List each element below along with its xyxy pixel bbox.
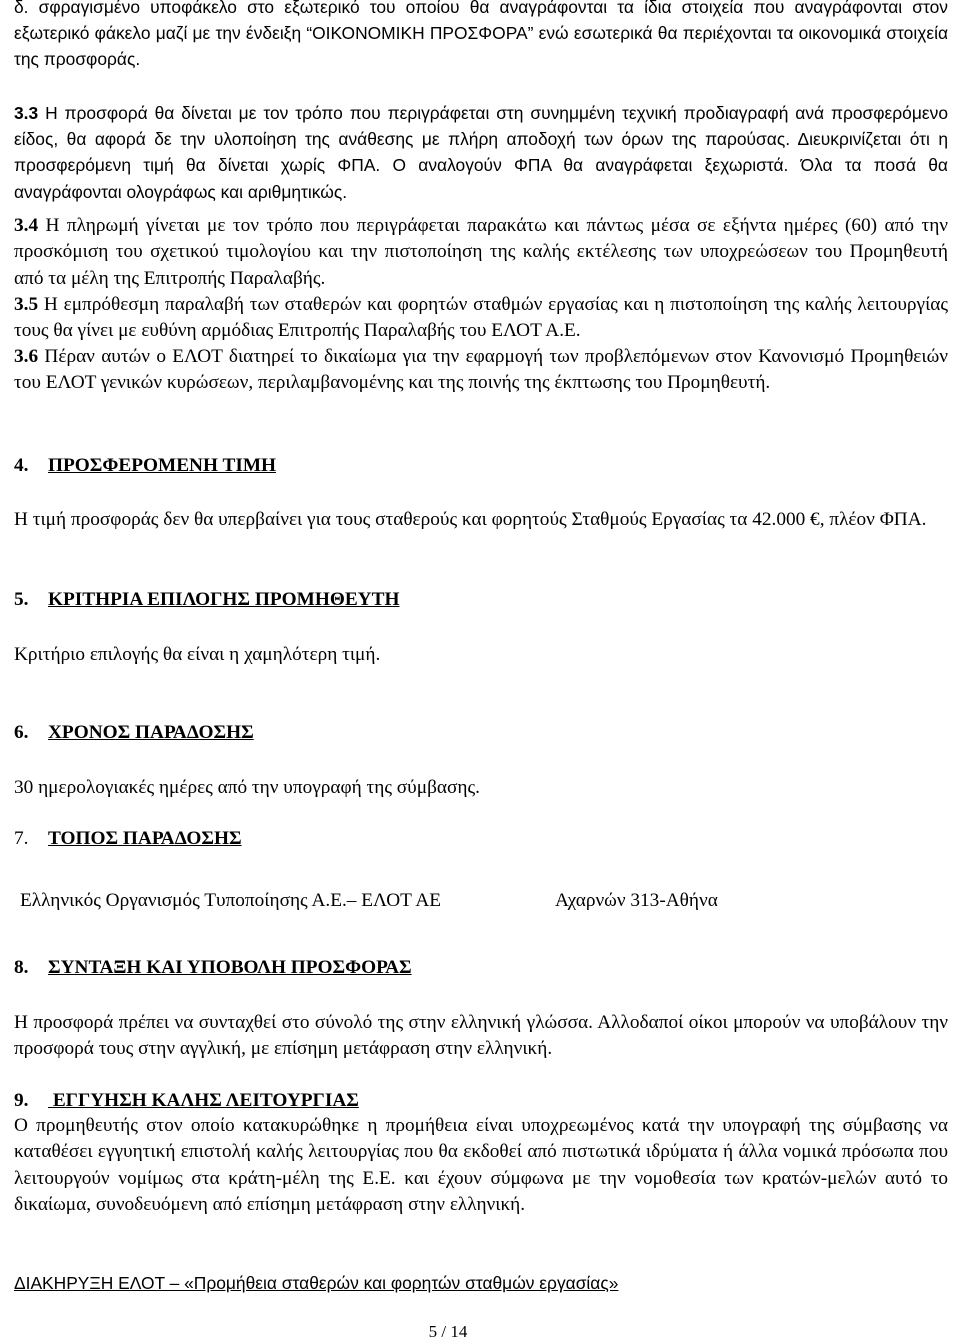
section-8-title: ΣΥΝΤΑΞΗ ΚΑΙ ΥΠΟΒΟΛΗ ΠΡΟΣΦΟΡΑΣ: [48, 957, 412, 978]
section-6-title: ΧΡΟΝΟΣ ΠΑΡΑΔΟΣΗΣ: [48, 722, 254, 743]
section-3-3-text: Η προσφορά θα δίνεται με τον τρόπο που περιγράφεται στη συνημμένη τεχνική προδιαγραφή ανά προσφερόμενο είδος, θα αφορά δε την υλοποίηση της ανάθεσης με πλήρη αποδοχή των όρων της παρούσας. Διευκρινίζεται ότι η προσφερόμενη τιμή θα δίνεται χωρίς ΦΠΑ. Ο αναλογούν ΦΠΑ θα αναγράφεται ξεχωριστά. Όλα τα ποσά θα αναγράφονται ολογράφως και αριθμητικώς.: [14, 103, 948, 202]
section-7-title: ΤΟΠΟΣ ΠΑΡΑΔΟΣΗΣ: [48, 828, 242, 849]
section-9-heading: [14, 1088, 359, 1114]
section-6-number: 6.: [14, 722, 29, 743]
section-3-3-number: 3.3: [14, 103, 39, 123]
intro-paragraph: δ. σφραγισμένο υποφάκελο στο εξωτερικό του οποίου θα αναγράφονται τα ίδια στοιχεία που αναγράφονται στον εξωτερικό φάκελο μαζί με την ένδειξη “ΟΙΚΟΝΟΜΙΚΗ ΠΡΟΣΦΟΡΑ” ενώ εσωτερικά θα περιέχονται τα οικονομικά στοιχεία της προσφοράς.: [14, 0, 948, 70]
footer-document-title: ΔΙΑΚΗΡΥΞΗ ΕΛΟΤ – «Προμήθεια σταθερών και φορητών σταθμών εργασίας»: [14, 1273, 619, 1293]
section-8-heading: [14, 955, 412, 981]
section-3-4-paragraph: [14, 213, 948, 292]
section-4-text: Η τιμή προσφοράς δεν θα υπερβαίνει για τους σταθερούς και φορητούς Σταθμούς Εργασίας τα 42.000 €, πλέον ΦΠΑ.: [14, 509, 927, 530]
section-5-text: Κριτήριο επιλογής θα είναι η χαμηλότερη τιμή.: [14, 644, 381, 665]
section-8-number: 8.: [14, 957, 29, 978]
section-3-6-text: Πέραν αυτών ο ΕΛΟΤ διατηρεί το δικαίωμα για την εφαρμογή των προβλεπόμενων στον Κανονισμό Προμηθειών του ΕΛΟΤ γενικών κυρώσεων, περιλαμβανομένης και της ποινής της έκπτωσης του Προμηθευτή.: [14, 346, 948, 394]
section-8-text: Η προσφορά πρέπει να συνταχθεί στο σύνολό της στην ελληνική γλώσσα. Αλλοδαποί οίκοι μπορούν να υποβάλουν την προσφορά τους στην αγγλική, με επίσημη μετάφραση στην ελληνική.: [14, 1012, 948, 1060]
section-7-number: 7.: [14, 828, 29, 849]
section-9-title: ΕΓΓΥΗΣΗ ΚΑΛΗΣ ΛΕΙΤΟΥΡΓΙΑΣ: [48, 1090, 359, 1111]
section-3-4-number: 3.4: [14, 215, 39, 236]
section-3-6-number: 3.6: [14, 346, 39, 367]
delivery-organization: Ελληνικός Οργανισμός Τυποποίησης Α.Ε.– ΕΛΟΤ ΑΕ: [20, 890, 442, 911]
section-3-5-number: 3.5: [14, 294, 39, 315]
section-3-5-text: Η εμπρόθεσμη παραλαβή των σταθερών και φορητών σταθμών εργασίας και η πιστοποίηση της καλής λειτουργίας τους θα γίνει με ευθύνη αρμόδιας Επιτροπής Παραλαβής του ΕΛΟΤ Α.Ε.: [14, 294, 948, 342]
section-9-number: 9.: [14, 1090, 29, 1111]
section-3-3-paragraph: [14, 100, 948, 205]
section-4-heading: [14, 453, 276, 479]
section-3-4-text: Η πληρωμή γίνεται με τον τρόπο που περιγράφεται παρακάτω και πάντως μέσα σε εξήντα ημέρες (60) από την προσκόμιση του σχετικού τιμολογίου και την πιστοποίηση της καλής εκτέλεσης των υποχρεώσεων του Προμηθευτή από τα μέλη της Επιτροπής Παραλαβής.: [14, 215, 948, 289]
section-5-title: ΚΡΙΤΗΡΙΑ ΕΠΙΛΟΓΗΣ ΠΡΟΜΗΘΕΥΤΗ: [48, 589, 400, 610]
section-5-heading: [14, 587, 399, 613]
page-number: 5 / 14: [428, 1322, 468, 1341]
section-4-number: 4.: [14, 455, 29, 476]
section-3-5-paragraph: [14, 292, 948, 345]
section-5-number: 5.: [14, 589, 29, 610]
delivery-address: Αχαρνών 313-Αθήνα: [555, 890, 718, 911]
section-3-6-paragraph: [14, 344, 948, 397]
section-9-text: Ο προμηθευτής στον οποίο κατακυρώθηκε η προμήθεια είναι υποχρεωμένος κατά την υπογραφή της σύμβασης να καταθέσει εγγυητική επιστολή καλής λειτουργίας που θα εκδοθεί από πιστωτικά ιδρύματα ή άλλα νομικά πρόσωπα που λειτουργούν νομίμως στα κράτη-μέλη της Ε.Ε. και έχουν σύμφωνα με την νομοθεσία των κρατών-μελών αυτό το δικαίωμα, συνοδευόμενη από επίσημη μετάφραση στην ελληνική.: [14, 1115, 948, 1216]
section-7-heading: [14, 826, 242, 852]
section-6-heading: [14, 720, 254, 746]
section-6-text: 30 ημερολογιακές ημέρες από την υπογραφή της σύμβασης.: [14, 777, 480, 798]
section-4-title: ΠΡΟΣΦΕΡΟΜΕΝΗ ΤΙΜΗ: [48, 455, 277, 476]
